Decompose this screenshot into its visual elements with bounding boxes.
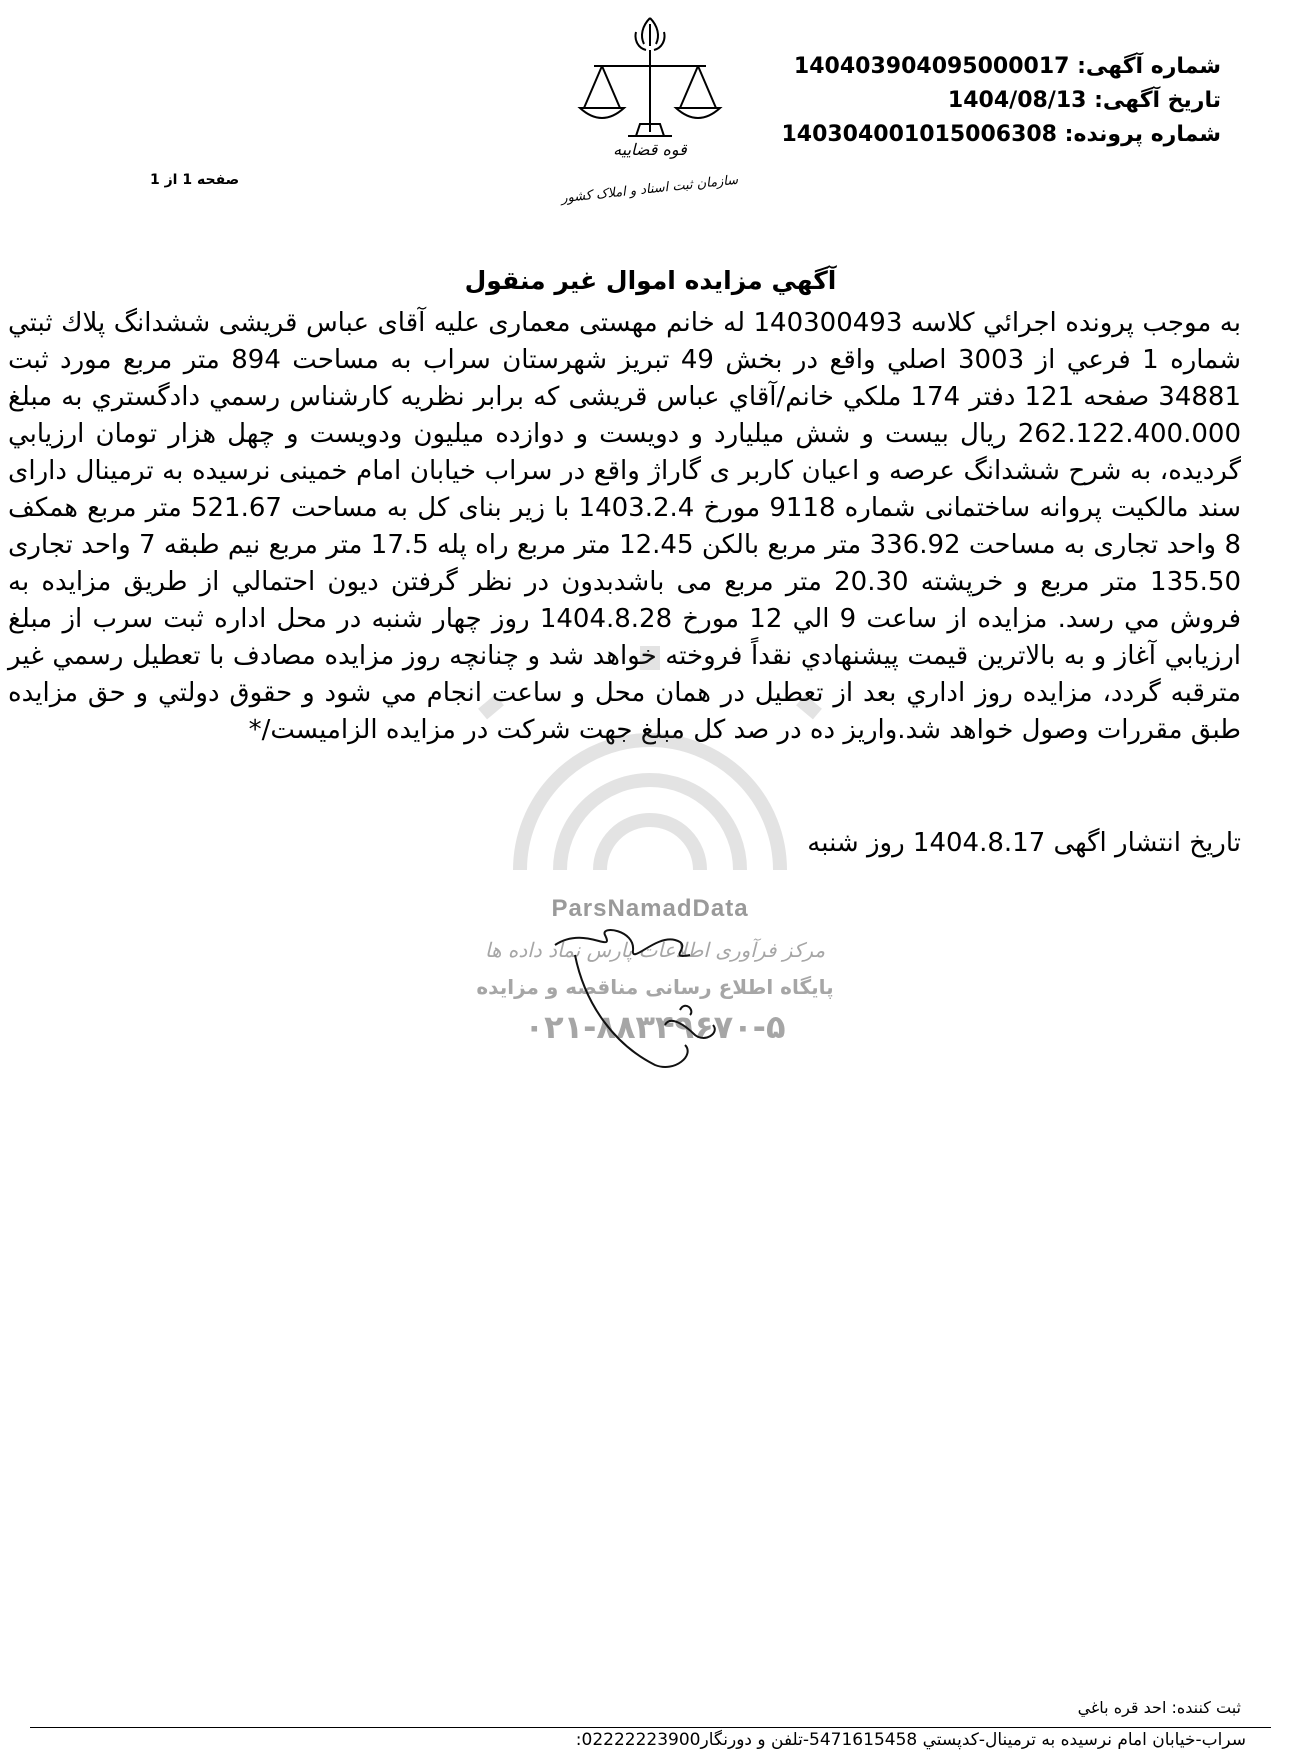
case-number: شماره پرونده: 140304001015006308 [781, 122, 1221, 147]
judiciary-emblem-icon [560, 10, 739, 220]
emblem-line-1: قوه قضاییه [613, 140, 687, 159]
notice-body: به موجب پرونده اجرائي كلاسه 140300493 له خانم مهستی معماری علیه آقای عباس قریشی ششدانگ پلاك ثبتي شماره 1 فرعي از 3003 اصلي واقع در بخش 49 تبريز شهرستان سراب به مساحت 894 متر مربع مورد ثبت 34881 صفحه 121 دفتر 174 ملكي خانم/آقاي عباس قریشی که برابر نظريه كارشناس رسمي دادگستري به مبلغ 262.122.400.000 ريال بیست و شش میلیارد و دویست و دوازده میلیون ودویست و چهل هزار تومان ارزيابي گرديده، به شرح ششدانگ عرصه و اعیان کاربر ی گاراژ واقع در سراب خیابان امام خمینی نرسیده به ترمینال دارای سند مالکیت پروانه ساختمانی شماره 9118 مورخ 1403.2.4 با زیر بنای کل به مساحت 521.67 متر مربع همکف 8 واحد تجاری به مساحت 336.92 متر مربع بالکن 12.45 متر مربع راه پله 17.5 متر مربع نیم طبقه 7 واحد تجاری 135.50 متر مربع و خرپشته 20.30 متر مربع می باشدبدون در نظر گرفتن ديون احتمالي از طريق مزايده به فروش مي رسد. مزايده از ساعت 9 الي 12 مورخ 1404.8.28 روز چهار شنبه در محل اداره ثبت سرب از مبلغ ارزيابي آغاز و به بالاترين قيمت پيشنهادي نقداً فروخته خواهد شد و چنانچه روز مزايده مصادف با تعطيل رسمي غير مترقبه گردد، مزايده روز اداري بعد از تعطيل در همان محل و ساعت انجام مي شود و حقوق دولتي و حق مزايده طبق مقررات وصول خواهد شد.واریز ده در صد کل مبلغ جهت شرکت در مزایده الزامیست/* [8, 308, 1242, 745]
watermark-brand: ParsNamadData [551, 895, 749, 922]
footer-divider [30, 1727, 1271, 1728]
notice-title: آگهي مزايده اموال غير منقول [464, 266, 837, 295]
registrar: ثبت كننده: احد قره باغي [1077, 1698, 1241, 1717]
watermark-phone: ۰۲۱-۸۸۳۴۹۶۷۰-۵ [524, 1008, 786, 1046]
publication-date: تاريخ انتشار اگهی 1404.8.17 روز شنبه [807, 828, 1241, 858]
header-info [781, 50, 1221, 152]
ad-date: تاریخ آگهی: 1404/08/13 [947, 88, 1221, 113]
page-counter: صفحه 1 از 1 [150, 172, 240, 188]
ad-number: شماره آگهی: 140403904095000017 [793, 54, 1221, 79]
office-address: سراب-خيابان امام نرسيده به ترمينال-كدپستي 5471615458-تلفن و دورنگار02222223900: [575, 1730, 1246, 1750]
watermark-line-2: پایگاه اطلاع رسانی مناقصه و مزایده [476, 975, 834, 999]
signature-icon [545, 915, 745, 1085]
watermark-line-1: مرکز فرآوری اطلاعات پارس نماد داده ها [484, 938, 826, 962]
emblem-line-2: سازمان ثبت اسناد و املاک کشور [560, 172, 739, 207]
